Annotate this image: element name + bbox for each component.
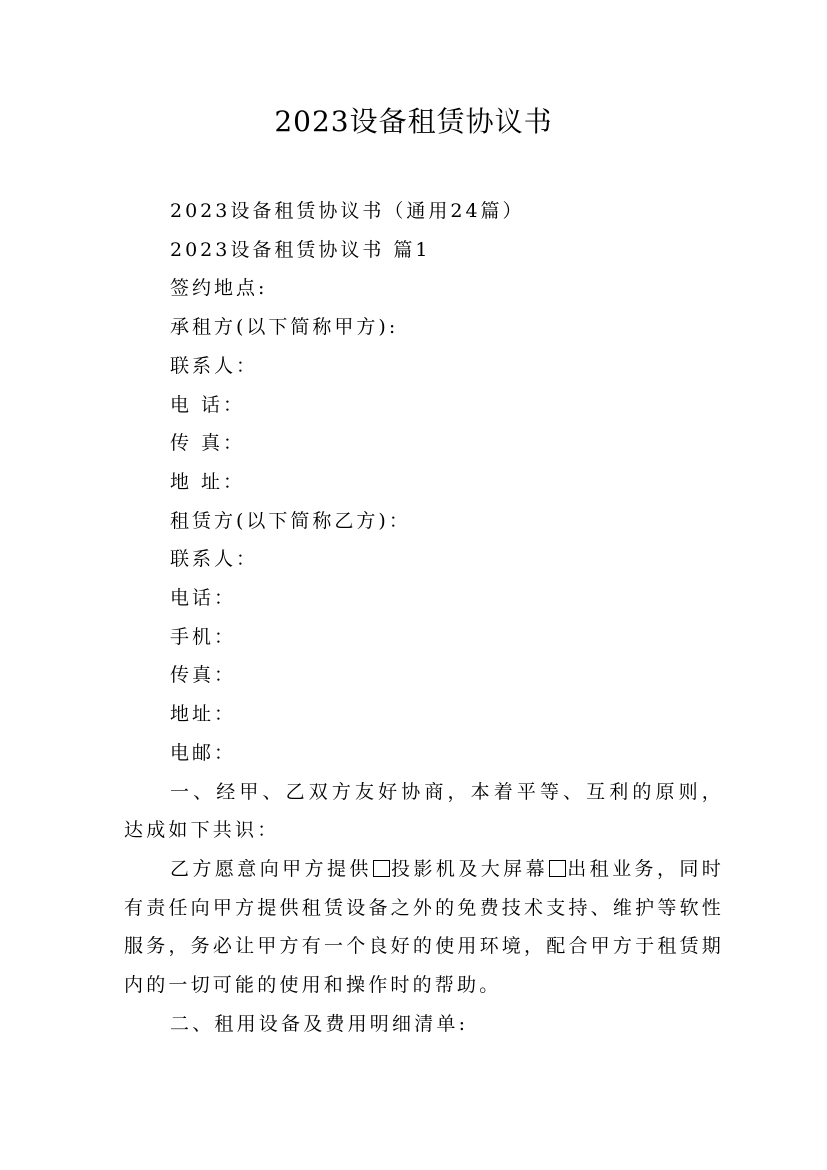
service-text-a: 乙方愿意向甲方提供 [170,857,372,880]
line-lessor-email: 电邮： [170,741,237,764]
line-heading-general: 2023设备租赁协议书（通用24篇） [170,200,525,222]
paragraph-consensus: 一、经甲、乙双方友好协商，本着平等、互利的原则，达成如下共识： [124,780,724,842]
service-text-c: 出租业务，同时有责任向甲方提供租赁设备之外的免费技术支持、维护等软性服务，务必让甲方有一个良好的使用环境，配合甲方于租赁期内的一切可能的使用和操作时的帮助。 [124,857,724,997]
line-lessee-contact: 联系人： [170,354,259,377]
service-text-b: 投影机及大屏幕 [390,857,549,880]
line-lessor-mobile: 手机： [170,625,237,648]
line-signing-place: 签约地点: [170,277,268,300]
document-title: 2023设备租赁协议书 [274,105,553,138]
line-lessor: 租赁方(以下简称乙方)： [170,509,411,532]
line-lessor-fax: 传真： [170,664,237,687]
line-lessee: 承租方(以下简称甲方): [170,316,399,339]
line-heading-part1: 2023设备租赁协议书 篇1 [170,238,431,261]
checkbox-square-icon [373,860,390,877]
line-lessee-phone: 电 话： [170,393,246,416]
line-lessor-phone: 电话： [170,587,237,610]
document-body [124,192,724,1043]
checkbox-square-icon [549,860,566,877]
line-lessor-contact: 联系人： [170,548,259,571]
paragraph-service [124,850,724,1005]
paragraph-equipment-list: 二、租用设备及费用明细清单: [170,1012,469,1035]
line-lessor-address: 地址： [170,703,237,726]
line-lessee-address: 地 址： [170,470,246,493]
line-lessee-fax: 传 真： [170,432,246,455]
